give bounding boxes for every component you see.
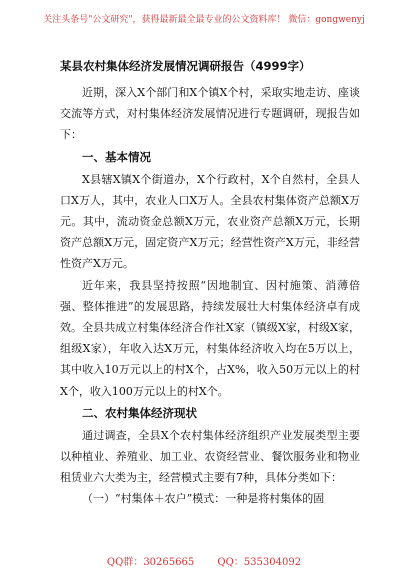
model-paragraph: （一）“村集体＋农户”模式：一种是将村集体的固 — [82, 492, 325, 506]
status-paragraph: 通过调查，全县X个农村集体经济组织产业发展类型主要以种植业、养殖业、加工业、农资经营业、餐饮服务业和物业租赁业六大类为主，经营模式主要有7种，具体分类如下： — [60, 428, 360, 485]
document-title: 某县农村集体经济发展情况调研报告（4999字） — [60, 59, 311, 73]
section-heading-1: 一、基本情况 — [82, 149, 151, 164]
footer-qq-group: QQ群：30265665 — [106, 557, 195, 568]
document-body — [60, 82, 360, 510]
footer-contact — [0, 553, 408, 568]
footer-qq: QQ：535304092 — [217, 557, 302, 568]
intro-paragraph: 近期，深入X个部门和X个镇X个村，采取实地走访、座谈交流等方式，对村集体经济发展情况进行专题调研，现报告如下： — [60, 86, 360, 142]
development-paragraph: 近年来，我县坚持按照“因地制宜、因村施策、消薄倍强、整体推进”的发展思路，持续发展壮大村集体经济卓有成效。全县共成立村集体经济合作社X家（镇级X家，村级X家，组级X家），年收入达X万元，村集体经济收入均在5万以上，其中收入10万元以上的村X个，占X%，收入50万元以上的村X个，收入100万元以上的村X个。 — [60, 278, 360, 398]
header-promo-note: 关注头条号"公文研究"，获得最新最全最专业的公文资料库！ 微信：gongwenyj — [43, 15, 365, 25]
basic-info-paragraph: X县辖X镇X个街道办，X个行政村，X个自然村，全县人口X万人，其中，农业人口X万人。全县农村集体资产总额X万元。其中，流动资金总额X万元，农业资产总额X万元，长期资产总额X万元，固定资产X万元；经营性资产X万元，非经营性资产X万元。 — [60, 172, 360, 271]
section-heading-2: 二、农村集体经济现状 — [82, 405, 197, 420]
